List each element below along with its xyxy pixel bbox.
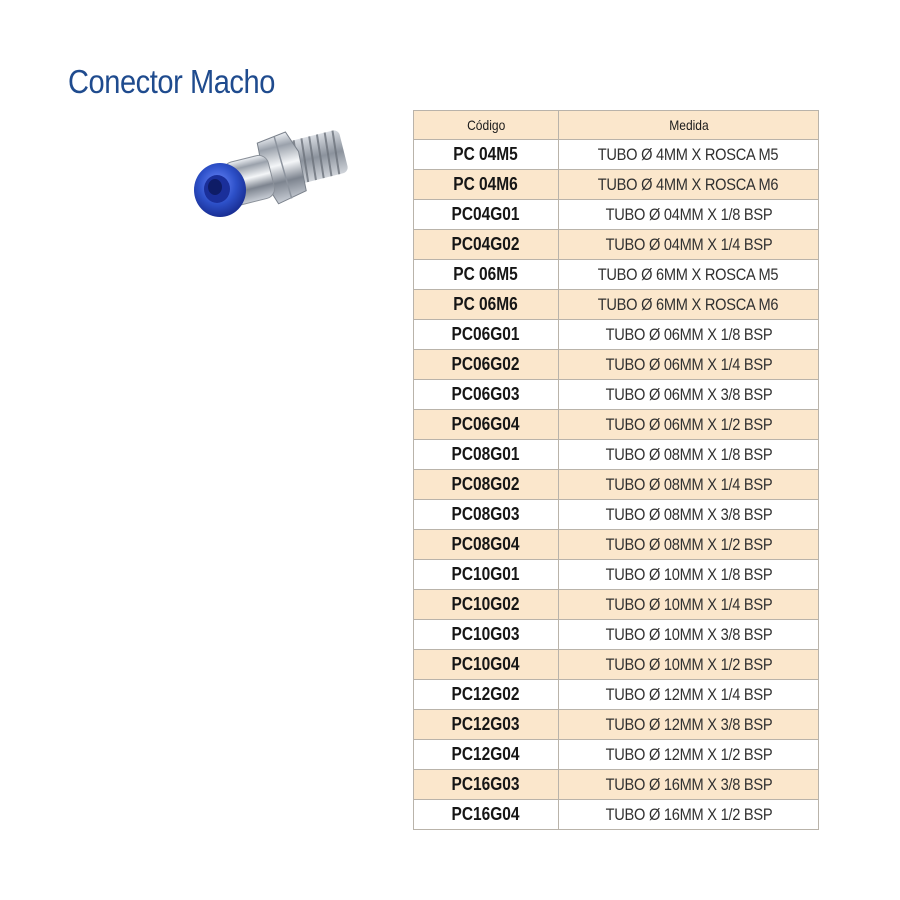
table-row [414,710,819,740]
product-code-cell: PC04G01 [414,200,559,230]
product-measure-cell: TUBO Ø 4MM X ROSCA M5 [559,140,819,170]
product-code-cell: PC16G04 [414,800,559,830]
product-measure-cell: TUBO Ø 10MM X 3/8 BSP [559,620,819,650]
table-row [414,440,819,470]
table-row [414,170,819,200]
product-code-cell: PC06G02 [414,350,559,380]
product-measure-cell: TUBO Ø 08MM X 1/4 BSP [559,470,819,500]
product-measure-cell: TUBO Ø 16MM X 1/2 BSP [559,800,819,830]
table-row [414,410,819,440]
product-measure-cell: TUBO Ø 08MM X 1/2 BSP [559,530,819,560]
product-measure-cell: TUBO Ø 10MM X 1/8 BSP [559,560,819,590]
product-code-cell: PC12G03 [414,710,559,740]
product-measure-cell: TUBO Ø 10MM X 1/4 BSP [559,590,819,620]
product-measure-cell: TUBO Ø 12MM X 3/8 BSP [559,710,819,740]
table-header-row [414,111,819,140]
product-table [413,110,819,830]
table-row [414,770,819,800]
product-measure-cell: TUBO Ø 6MM X ROSCA M5 [559,260,819,290]
table-row [414,380,819,410]
product-code-cell: PC08G03 [414,500,559,530]
table-row [414,470,819,500]
table-row [414,200,819,230]
product-measure-cell: TUBO Ø 08MM X 1/8 BSP [559,440,819,470]
product-image [186,110,366,250]
table-row [414,590,819,620]
product-code-cell: PC12G02 [414,680,559,710]
product-code-cell: PC06G04 [414,410,559,440]
table-row [414,140,819,170]
table-row [414,320,819,350]
product-code-cell: PC10G04 [414,650,559,680]
product-code-cell: PC08G04 [414,530,559,560]
table-row [414,560,819,590]
product-code-cell: PC04G02 [414,230,559,260]
product-code-cell: PC 04M6 [414,170,559,200]
product-code-cell: PC16G03 [414,770,559,800]
page-title: Conector Macho [68,63,275,100]
table-row [414,350,819,380]
table-row [414,680,819,710]
product-measure-cell: TUBO Ø 12MM X 1/2 BSP [559,740,819,770]
table-row [414,260,819,290]
table-row [414,620,819,650]
product-measure-cell: TUBO Ø 6MM X ROSCA M6 [559,290,819,320]
product-measure-cell: TUBO Ø 4MM X ROSCA M6 [559,170,819,200]
product-code-cell: PC 06M6 [414,290,559,320]
product-code-cell: PC08G02 [414,470,559,500]
product-code-cell: PC06G01 [414,320,559,350]
product-measure-cell: TUBO Ø 06MM X 1/2 BSP [559,410,819,440]
product-measure-cell: TUBO Ø 06MM X 3/8 BSP [559,380,819,410]
product-measure-cell: TUBO Ø 06MM X 1/4 BSP [559,350,819,380]
product-code-cell: PC 04M5 [414,140,559,170]
table-row [414,650,819,680]
table-body [414,140,819,830]
product-code-cell: PC08G01 [414,440,559,470]
product-code-cell: PC 06M5 [414,260,559,290]
product-code-cell: PC10G03 [414,620,559,650]
product-measure-cell: TUBO Ø 12MM X 1/4 BSP [559,680,819,710]
column-header-medida: Medida [559,111,819,140]
product-measure-cell: TUBO Ø 04MM X 1/8 BSP [559,200,819,230]
table-row [414,290,819,320]
product-measure-cell: TUBO Ø 06MM X 1/8 BSP [559,320,819,350]
product-measure-cell: TUBO Ø 16MM X 3/8 BSP [559,770,819,800]
product-code-cell: PC10G02 [414,590,559,620]
column-header-codigo: Código [414,111,559,140]
product-code-cell: PC06G03 [414,380,559,410]
product-measure-cell: TUBO Ø 08MM X 3/8 BSP [559,500,819,530]
table-row [414,800,819,830]
table-row [414,530,819,560]
table-row [414,230,819,260]
product-measure-cell: TUBO Ø 10MM X 1/2 BSP [559,650,819,680]
table-row [414,500,819,530]
push-in-male-connector-icon [186,110,366,250]
product-code-cell: PC12G04 [414,740,559,770]
product-code-cell: PC10G01 [414,560,559,590]
table-row [414,740,819,770]
product-measure-cell: TUBO Ø 04MM X 1/4 BSP [559,230,819,260]
